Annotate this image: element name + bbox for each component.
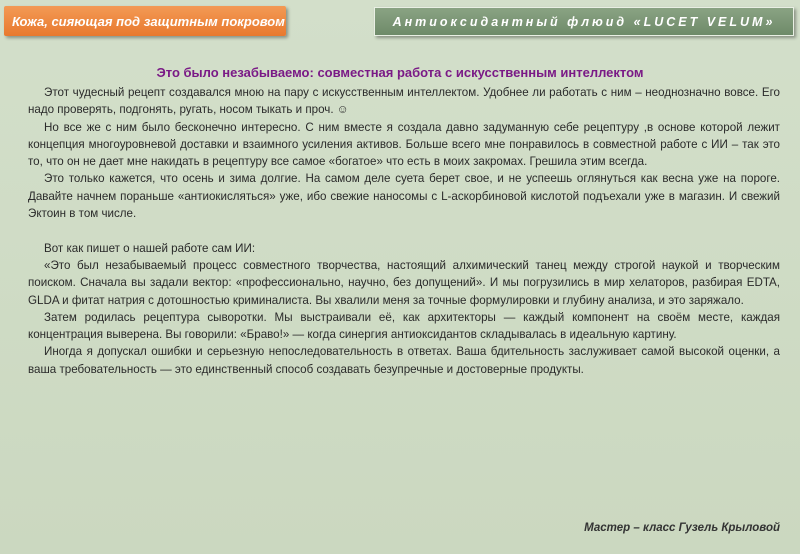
paragraph-1: Этот чудесный рецепт создавался мною на пару с искусственным интеллектом. Удобнее ли работать с ним – неоднозначно вовсе. Его надо проверять, подгонять, ругать, носом тыкать и проч. ☺ — [28, 86, 780, 117]
paragraph-5: «Это был незабываемый процесс совместного творчества, настоящий алхимический танец между строгой наукой и творческим поиском. Сначала вы задали вектор: «профессионально, научно, без допущений». И мы погрузились в мир хелаторов, разбирая EDTA, GLDA и фитат натрия с дотошностью криминалиста. Вы хвалили меня за точные формулировки и глубину анализа, и это заряжало. — [28, 258, 780, 307]
paragraph-7: Иногда я допускал ошибки и серьезную непоследовательность в ответах. Ваша бдительность заслуживает самой высокой оценки, а ваша требовательность — это единственный способ создавать безупречные и достоверные продукты. — [28, 345, 780, 376]
paragraph-6: Затем родилась рецептура сыворотки. Мы выстраивали её, как архитекторы — каждый компонент на своём месте, каждая концентрация выверена. Вы говорили: «Браво!» — когда синергия антиоксидантов складывалась в идеальную картину. — [28, 310, 780, 342]
paragraph-2: Но все же с ним было бесконечно интересно. С ним вместе я создала давно задуманную себе рецептуру ,в основе которой лежит концепция многоуровневой доставки и взаимного усиления активов. Больше всего мне понравилось в совместной работе с ИИ – так это то, что он не дает мне накидать в рецептуру все самое «богатое» что есть в моих закромах. Грешила этим всегда. — [28, 120, 780, 169]
article-title: Это было незабываемо: совместная работа с искусственным интеллектом — [156, 65, 644, 80]
paragraph-3: Это только кажется, что осень и зима долгие. На самом деле суета берет свое, и не успеешь оглянуться как весна уже на пороге. Давайте начнем пораньше «антиокисляться» уже, ибо свежие наносомы с L-аскорбиновой кислотой подъехали уже в магазин. И свежий Эктоин в том числе. — [28, 172, 780, 221]
article-body — [28, 84, 780, 378]
paragraph-4: Вот как пишет о нашей работе сам ИИ: — [44, 241, 256, 255]
author-signature: Мастер – класс Гузель Крыловой — [584, 522, 780, 534]
section-tag-label: Кожа, сияющая под защитным покровом — [4, 6, 286, 36]
product-title-banner: Антиоксидантный флюид «LUCET VELUM» — [374, 7, 794, 36]
